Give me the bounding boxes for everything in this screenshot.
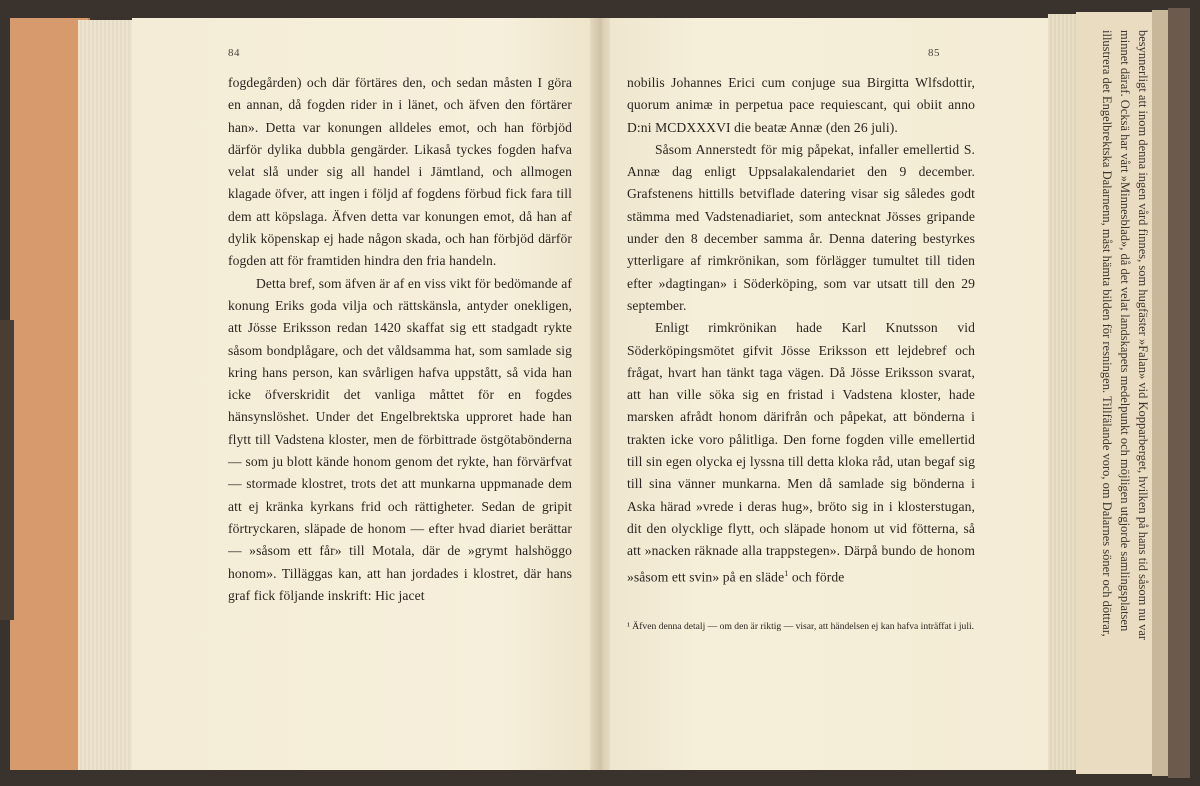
right-page-number: 85 <box>928 47 940 59</box>
right-paragraph-3-end: och förde <box>788 569 845 585</box>
right-page-body <box>627 72 975 588</box>
rotated-line: besynnerligt att inom denna ingen vård finnes, som hugfäster »Falan» vid Kopparberget, hvilken på hans tid såsom nu var <box>1136 30 1150 641</box>
right-paragraph-2: Såsom Annerstedt för mig påpekat, infaller emellertid S. Annæ dag enligt Uppsalakalendariet den 9 december. Grafstenens hittills betviflade datering visar sig således godt stämma med Vadstenadiariet, som antecknat Jösses gripande under den 8 december samma år. Denna datering bestyrkes ytterligare af rimkrönikan, som förlägger tumultet till tiden efter »dagtingan» i Söderköping, som var utsatt till den 29 september. <box>627 141 975 313</box>
left-page-stack <box>78 20 136 770</box>
next-page-rotated-text <box>1084 30 1154 760</box>
right-page-stack <box>1048 14 1078 770</box>
right-cover <box>1168 8 1190 778</box>
right-paragraph-1: nobilis Johannes Erici cum conjuge sua Birgitta Wlfsdottir, quorum animæ in perpetua pace requiescant, qui obiit anno D:ni MCDXXXVI die beatæ Annæ (den 26 juli). <box>627 75 975 135</box>
left-page-number: 84 <box>228 47 240 59</box>
left-page-body <box>228 72 572 607</box>
left-cover-spine <box>0 320 14 620</box>
rotated-line: illustrera det Engelbrektska Dalarnenn, måst hämta bilden för resningen. Tillfälande voro, om Dalarnes söner och döttrar, <box>1100 30 1114 637</box>
left-paragraph-1: fogdegården) och där förtäres den, och sedan måsten I göra en annan, då fogden rider in i länet, och äfven den förtärer han». Detta var konungen alldeles emot, och han förbjöd därför dylika dubbla gengärder. Likaså tyckes fogden hafva velat slå under sig all handel i Jämtland, och allmogen klagade öfver, att ingen i följd af fogdens förbud fick fara till dem att köpslaga. Äfven detta var konungen emot, då han af dylik köpenskap ej hade någon skada, och han förbjöd därför fogden att för framtiden hindra den fria handeln. <box>228 75 572 269</box>
rotated-line: minnet däraf. Ocksä har vårt »Minnesblad», då det velat landskapets medelpunkt och möjligen utgjorde samlingsplatsen <box>1118 30 1132 632</box>
footnote-marker: 1 <box>784 568 789 578</box>
right-paragraph-3-text: Enligt rimkrönikan hade Karl Knutsson vid Söderköpingsmötet gifvit Jösse Eriksson ett lejdebref och frågat, hvart han tänkt taga vägen. Då Jösse Eriksson svarat, att han ville söka sig en fristad i Vadstena kloster, hade marsken afrådt honom därifrån och påpekat, att bönderna i trakten icke voro pålitliga. Den forne fogden ville emellertid till sin egen olycka ej lyssna till detta kloka råd, utan begaf sig till sina vänner munkarna. Men då samlade sig bönderna i Aska härad »vrede i deras hug», bröto sig in i klosterstugan, dit den olycklige flytt, och släpade honom ut vid fötterna, så att »nacken räknade alla trappstegen». Därpå bundo de honom »såsom ett svin» på en släde <box>627 320 975 585</box>
left-paragraph-2: Detta bref, som äfven är af en viss vikt för bedömande af konung Eriks goda vilja och rättskänsla, antyder onekligen, att Jösse Eriksson redan 1420 skaffat sig ett stadgadt rykte såsom bondplågare, och det våldsamma hat, som samlade sig kring hans person, kan svårligen hafva uppstått, så vida han icke öfverskridit det vanliga måttet för en fogdes hänsynslöshet. Under det Engelbrektska upproret hade han flytt till Vadstena kloster, men de förbittrade östgötabönderna — som ju blott kände honom genom det rykte, han förvärfvat — stormade klostret, trots det att munkarna uppmanade dem att ej kränka kyrkans frid och rättigheter. Sedan de gripit förtryckaren, släpade de honom — efter hvad diariet berättar — »såsom ett får» till Motala, där de »grymt halshöggo honom». Tilläggas kan, att han jordades i klostret, där hans graf fick följande inskrift: Hic jacet <box>228 275 572 603</box>
footnote: ¹ Äfven denna detalj — om den är riktig — visar, att händelsen ej kan hafva inträffat i juli. <box>627 621 975 632</box>
right-paragraph-3 <box>627 317 975 588</box>
